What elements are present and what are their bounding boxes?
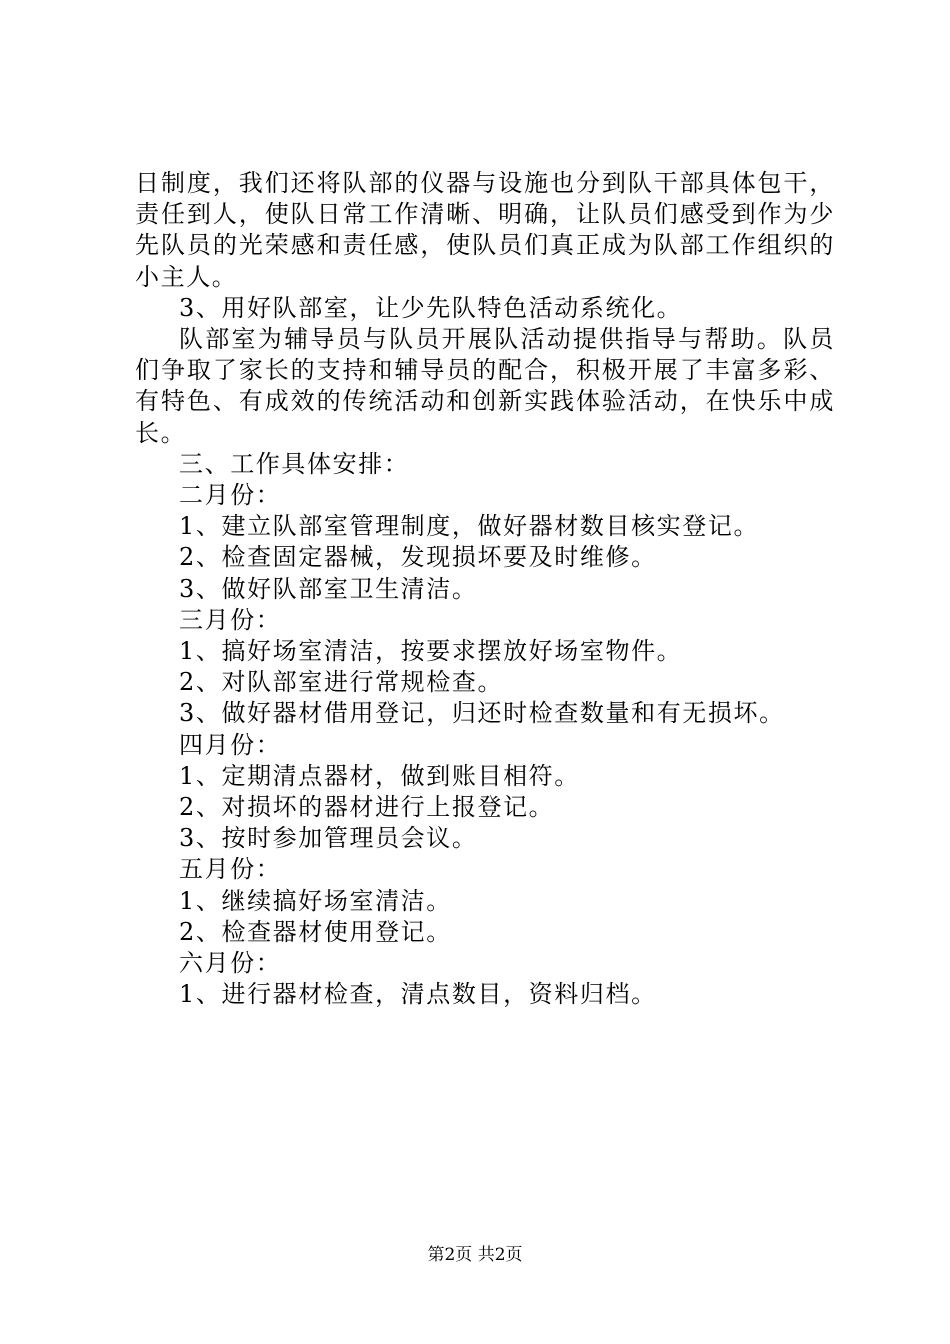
- document-body: [135, 168, 835, 1010]
- section-heading: 三、工作具体安排：: [179, 449, 410, 478]
- list-item: 1、进行器材检查，清点数目，资料归档。: [179, 980, 657, 1009]
- list-item: 1、继续搞好场室清洁。: [179, 886, 452, 915]
- list-item: 3、做好器材借用登记，归还时检查数量和有无损坏。: [179, 699, 785, 728]
- list-item: 2、对队部室进行常规检查。: [179, 668, 504, 697]
- list-item: 2、对损坏的器材进行上报登记。: [179, 793, 555, 822]
- list-item: 1、搞好场室清洁，按要求摆放好场室物件。: [179, 637, 683, 666]
- paragraph-continuation: 日制度，我们还将队部的仪器与设施也分到队干部具体包干，责任到人，使队日常工作清晰、明确，让队员们感受到作为少先队员的光荣感和责任感，使队员们真正成为队部工作组织的小主人。: [135, 169, 835, 291]
- paragraph-body: 队部室为辅导员与队员开展队活动提供指导与帮助。队员们争取了家长的支持和辅导员的配合，积极开展了丰富多彩、有特色、有成效的传统活动和创新实践体验活动，在快乐中成长。: [135, 325, 835, 447]
- month-heading-mar: 三月份：: [179, 605, 282, 634]
- month-heading-may: 五月份：: [179, 855, 282, 884]
- list-item: 1、定期清点器材，做到账目相符。: [179, 761, 580, 790]
- list-item: 2、检查固定器械，发现损坏要及时维修。: [179, 543, 657, 572]
- list-item: 3、做好队部室卫生清洁。: [179, 574, 478, 603]
- list-item: 1、建立队部室管理制度，做好器材数目核实登记。: [179, 512, 760, 541]
- month-heading-apr: 四月份：: [179, 730, 282, 759]
- page-number-footer: 第2页 共2页: [427, 1245, 523, 1265]
- month-heading-feb: 二月份：: [179, 481, 282, 510]
- paragraph-heading-3: 3、用好队部室，让少先队特色活动系统化。: [179, 293, 683, 322]
- list-item: 2、检查器材使用登记。: [179, 917, 452, 946]
- list-item: 3、按时参加管理员会议。: [179, 824, 478, 853]
- month-heading-jun: 六月份：: [179, 949, 282, 978]
